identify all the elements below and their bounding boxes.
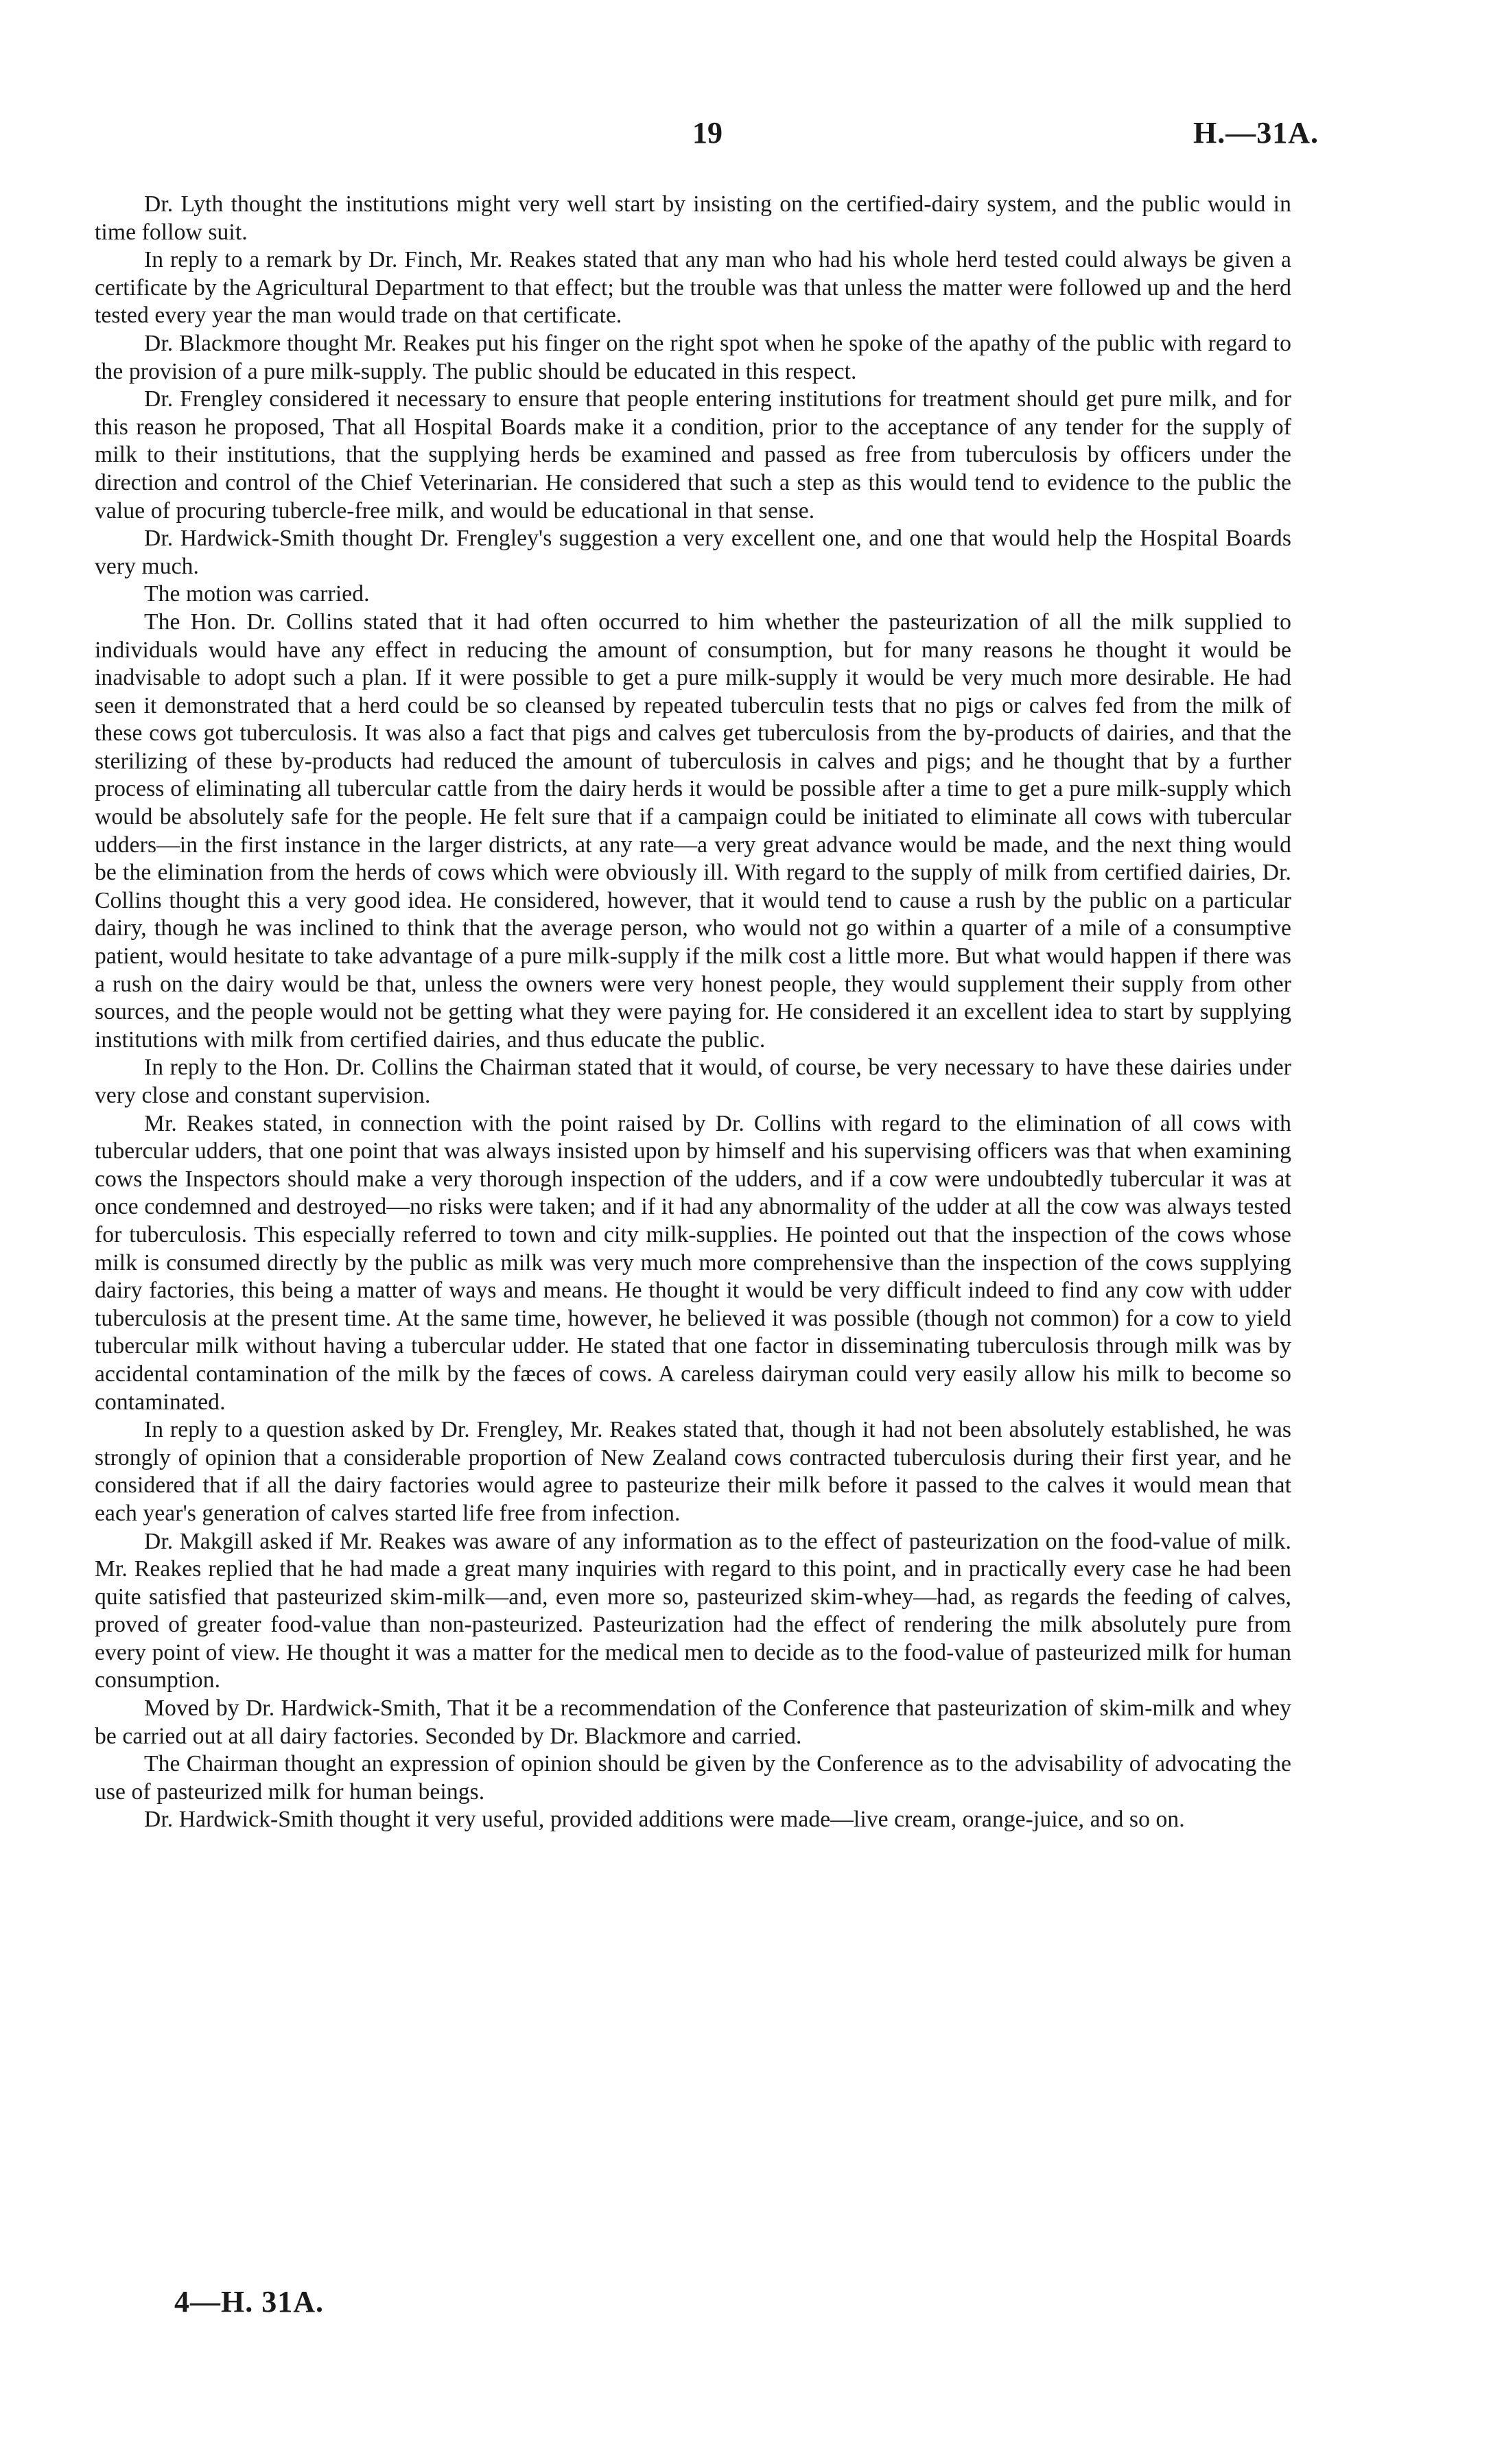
- paragraph-makgill: Dr. Makgill asked if Mr. Reakes was aware of any information as to the effect of pasteurization on the food-value of milk. Mr. Reakes replied that he had made a great many inquiries with regard to this point, and in practically every case he had been quite satisfied that pasteurized skim-milk—and, even more so, pasteurized skim-whey—had, as regards the feeding of calves, proved of greater food-value than non-pasteurized. Pasteurization had the effect of rendering the milk absolutely pure from every point of view. He thought it was a matter for the medical men to decide as to the food-value of pasteurized milk for human consumption.: [95, 1528, 1291, 1693]
- paragraph-blackmore: Dr. Blackmore thought Mr. Reakes put his finger on the right spot when he spoke of the apathy of the public with regard to the provision of a pure milk-supply. The public should be educated in this respect.: [95, 330, 1291, 384]
- paragraph-chairman-supervision: In reply to the Hon. Dr. Collins the Chairman stated that it would, of course, be very necessary to have these dairies under very close and constant supervision.: [95, 1055, 1291, 1108]
- document-reference: H.—31A.: [1193, 116, 1319, 150]
- paragraph-motion-carried: The motion was carried.: [144, 581, 370, 607]
- paragraph-reakes-udders: Mr. Reakes stated, in connection with the point raised by Dr. Collins with regard to the elimination of all cows with tubercular udders, that one point that was always insisted upon by himself and his supervising officers was that when examining cows the Inspectors should make a very thorough inspection of the udders, and if a cow were undoubtedly tubercular it was at once condemned and destroyed—no risks were taken; and if it had any abnormality of the udder at all the cow was always tested for tuberculosis. This especially referred to town and city milk-supplies. He pointed out that the inspection of the cows whose milk is consumed directly by the public as milk was very much more comprehensive than the inspection of the cows supplying dairy factories, this being a matter of ways and means. He thought it would be very difficult indeed to find any cow with udder tuberculosis at the present time. At the same time, however, he believed it was possible (though not common) for a cow to yield tubercular milk without having a tubercular udder. He stated that one factor in disseminating tuberculosis through milk was by accidental contamination of the milk by the fæces of cows. A careless dairyman could very easily allow his milk to become so contaminated.: [95, 1110, 1291, 1415]
- paragraph-reakes-calves: In reply to a question asked by Dr. Frengley, Mr. Reakes stated that, though it had not been absolutely established, he was strongly of opinion that a considerable proportion of New Zealand cows contracted tuberculosis during their first year, and he considered that if all the dairy factories would agree to pasteurize their milk before it passed to the calves it would mean that each year's generation of calves started life free from infection.: [95, 1417, 1291, 1526]
- body-text: [95, 191, 1291, 1834]
- paragraph-hardwick-smith-additions: Dr. Hardwick-Smith thought it very useful, provided additions were made—live cream, orange-juice, and so on.: [144, 1807, 1185, 1833]
- paragraph-chairman-opinion: The Chairman thought an expression of opinion should be given by the Conference as to the advisability of advocating the use of pasteurized milk for human beings.: [95, 1751, 1291, 1805]
- page-number: 19: [692, 116, 723, 150]
- paragraph-collins: The Hon. Dr. Collins stated that it had often occurred to him whether the pasteurization of all the milk supplied to individuals would have any effect in reducing the amount of consumption, but for many reasons he thought it would be inadvisable to adopt such a plan. If it were possible to get a pure milk-supply it would be very much more desirable. He had seen it demonstrated that a herd could be so cleansed by repeated tuberculin tests that no pigs or calves fed from the milk of these cows got tuberculosis. It was also a fact that pigs and calves get tuberculosis from the by-products of dairies, and that the sterilizing of these by-products had reduced the amount of tuberculosis in calves and pigs; and he thought that by a further process of eliminating all tubercular cattle from the dairy herds it would be possible after a time to get a pure milk-supply which would be absolutely safe for the people. He felt sure that if a campaign could be initiated to eliminate all cows with tubercular udders—in the first instance in the larger districts, at any rate—a very great advance would be made, and the next thing would be the elimination from the herds of cows which were obviously ill. With regard to the supply of milk from certified dairies, Dr. Collins thought this a very good idea. He considered, however, that it would tend to cause a rush by the public on a particular dairy, though he was inclined to think that the average person, who would not go within a quarter of a mile of a consumptive patient, would hesitate to take advantage of a pure milk-supply if the milk cost a little more. But what would happen if there was a rush on the dairy would be that, unless the owners were very honest people, they would supplement their supply from other sources, and the people would not be getting what they were paying for. He considered it an excellent idea to start by supplying institutions with milk from certified dairies, and thus educate the public.: [95, 609, 1291, 1053]
- paragraph-hardwick-smith-support: Dr. Hardwick-Smith thought Dr. Frengley's suggestion a very excellent one, and one that would help the Hospital Boards very much.: [95, 526, 1291, 579]
- page-header: [96, 115, 1319, 156]
- paragraph-pasteurization-motion: Moved by Dr. Hardwick-Smith, That it be a recommendation of the Conference that pasteurization of skim-milk and whey be carried out at all dairy factories. Seconded by Dr. Blackmore and carried.: [95, 1696, 1291, 1749]
- signature-mark: 4—H. 31A.: [174, 2285, 324, 2319]
- paragraph-frengley-motion: Dr. Frengley considered it necessary to ensure that people entering institutions for treatment should get pure milk, and for this reason he proposed, That all Hospital Boards make it a condition, prior to the acceptance of any tender for the supply of milk to their institutions, that the supplying herds be examined and passed as free from tuberculosis by officers under the direction and control of the Chief Veterinarian. He considered that such a step as this would tend to evidence to the public the value of procuring tubercle-free milk, and would be educational in that sense.: [95, 386, 1291, 524]
- paragraph-lyth: Dr. Lyth thought the institutions might very well start by insisting on the certified-dairy system, and the public would in time follow suit.: [95, 191, 1291, 245]
- paragraph-reakes-certificate: In reply to a remark by Dr. Finch, Mr. Reakes stated that any man who had his whole herd tested could always be given a certificate by the Agricultural Department to that effect; but the trouble was that unless the matter were followed up and the herd tested every year the man would trade on that certificate.: [95, 247, 1291, 329]
